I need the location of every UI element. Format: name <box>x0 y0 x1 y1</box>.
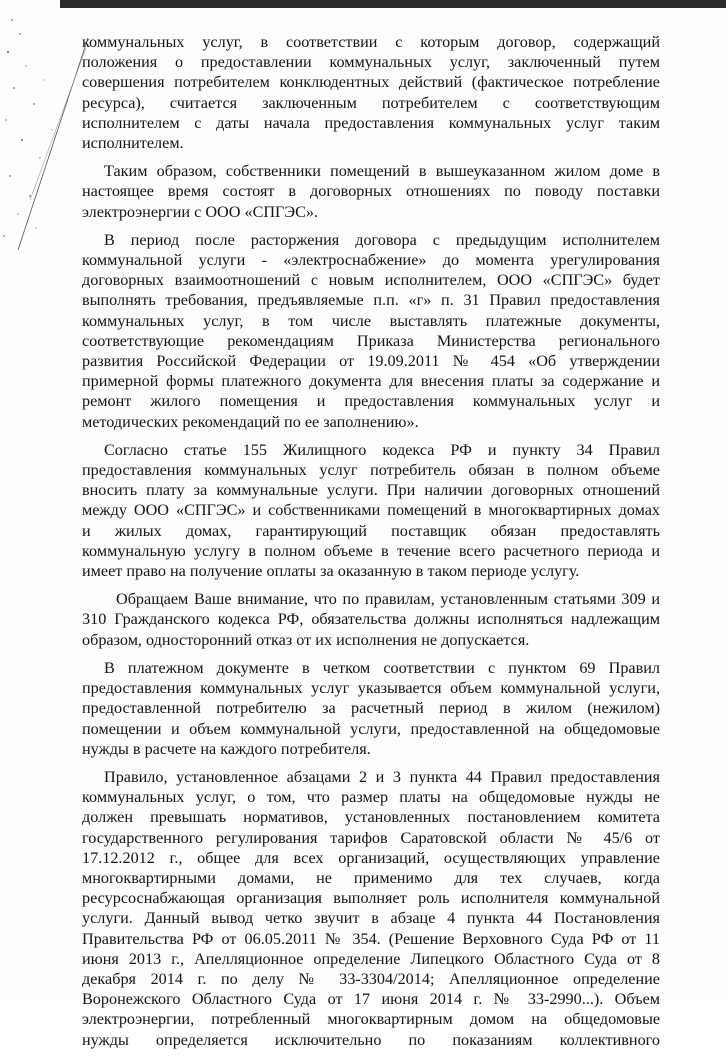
text-line: декабря 2014 г. по делу № 33-3304/2014; Апелляционное определение <box>82 969 660 988</box>
text-line: услуги. Данный вывод четко звучит в абзаце 4 пункта 44 Постановления <box>82 909 660 928</box>
paragraph-5 <box>82 589 660 650</box>
text-line: развития Российской Федерации от 19.09.2011 № 454 «Об утверждении <box>82 352 660 371</box>
text-line: Таким образом, собственники помещений в вышеуказанном жилом доме в <box>104 162 660 181</box>
text-line: электроэнергии с ООО «СПГЭС». <box>82 202 319 221</box>
text-line: исполнителем с даты начала предоставления коммунальных услуг таким <box>82 113 660 132</box>
text-line: ремонт жилого помещения и предоставления коммунальных услуг и <box>82 392 660 411</box>
text-line: коммунальных услуг, в том числе выставлять платежные документы, <box>82 311 660 330</box>
text-line: совершения потребителем конклюдентных действий (фактическое потребление <box>82 73 660 92</box>
text-line: соответствующие рекомендациям Приказа Министерства регионального <box>82 331 660 350</box>
text-line: Правительства РФ от 06.05.2011 № 354. (Решение Верховного Суда РФ от 11 <box>82 929 660 948</box>
text-line: помещении и объем коммунальной услуги, предоставленной на общедомовые <box>82 719 660 738</box>
text-line: 17.12.2012 г., общее для всех организаций, осуществляющих управление <box>82 848 660 867</box>
text-line: примерной формы платежного документа для внесения платы за содержание и <box>82 372 660 391</box>
text-line: коммунальных услуг, в соответствии с которым договор, содержащий <box>82 33 660 51</box>
text-line: положения о предоставлении коммунальных услуг, заключенный путем <box>82 53 660 72</box>
text-line: июня 2013 г., Апелляционное определение Липецкого Областного Суда от 8 <box>82 949 660 968</box>
text-line: 310 Гражданского кодекса РФ, обязательства должны исполняться надлежащим <box>82 610 660 629</box>
text-line: методических рекомендаций по ее заполнению». <box>82 412 419 431</box>
text-line: нужды определяется исключительно по показаниям коллективного <box>82 1030 660 1049</box>
text-line: ресурса), считается заключенным потребителем с соответствующим <box>82 93 660 112</box>
paragraph-3 <box>82 230 660 432</box>
text-line: образом, односторонний отказ от их исполнения не допускается. <box>82 630 530 649</box>
text-line: коммунальную услугу в полном объеме в течение всего расчетного периода и <box>82 541 660 560</box>
text-line: предоставленной потребителю за расчетный период в жилом (нежилом) <box>82 699 660 718</box>
text-line: Обращаем Ваше внимание, что по правилам, установленным статьями 309 и <box>116 590 660 609</box>
text-line: ресурсоснабжающая организация выполняет роль исполнителя коммунальной <box>82 889 660 908</box>
paragraph-4 <box>82 440 660 581</box>
text-line: предоставления коммунальных услуг указывается объем коммунальной услуги, <box>82 679 660 698</box>
text-line: Согласно статье 155 Жилищного кодекса РФ и пункту 34 Правил <box>104 440 660 459</box>
paragraph-2 <box>82 161 660 222</box>
text-line: Воронежского Областного Суда от 17 июня 2014 г. № 33-2990...). Объем <box>82 990 660 1009</box>
text-line: исполнителем. <box>82 134 184 153</box>
text-line: предоставления коммунальных услуг потребитель обязан в полном объеме <box>82 461 660 480</box>
scan-margin-marks <box>0 0 90 260</box>
text-line: выполнять требования, предъявляемые п.п. «г» п. 31 Правил предоставления <box>82 291 660 310</box>
paragraph-1 <box>82 32 660 153</box>
text-line: настоящее время состоят в договорных отношениях по поводу поставки <box>82 182 660 201</box>
text-line: должен превышать нормативов, установленных постановлением комитета <box>82 808 660 827</box>
text-line: и жилых домах, гарантирующий поставщик обязан предоставлять <box>82 521 660 540</box>
text-line: имеет право на получение оплаты за оказанную в таком периоде услугу. <box>82 562 580 581</box>
text-line: между ООО «СПГЭС» и собственниками помещений в многоквартирных домах <box>82 501 660 520</box>
text-line: договорных взаимоотношений с новым исполнителем, ООО «СПГЭС» будет <box>82 271 660 290</box>
document-body <box>82 32 660 1058</box>
text-line: государственного регулирования тарифов Саратовской области № 45/6 от <box>82 828 660 847</box>
text-line: коммунальной услуги - «электроснабжение» до момента урегулирования <box>82 251 660 270</box>
text-line: многоквартирными домами, не применимо для тех случаев, когда <box>82 868 660 887</box>
text-line: электроэнергии, потребленный многоквартирным домом на общедомовые <box>82 1010 660 1029</box>
text-line: Правило, установленное абзацами 2 и 3 пункта 44 Правил предоставления <box>104 767 660 786</box>
paragraph-6 <box>82 658 660 759</box>
text-line: нужды в расчете на каждого потребителя. <box>82 739 371 758</box>
paragraph-7 <box>82 767 660 1050</box>
scan-top-edge <box>60 0 726 8</box>
text-line: вносить плату за коммунальные услуги. При наличии договорных отношений <box>82 481 660 500</box>
text-line: В платежном документе в четком соответствии с пунктом 69 Правил <box>104 658 660 677</box>
text-line: В период после расторжения договора с предыдущим исполнителем <box>104 230 660 249</box>
text-line: коммунальных услуг, о том, что размер платы на общедомовые нужды не <box>82 788 660 807</box>
